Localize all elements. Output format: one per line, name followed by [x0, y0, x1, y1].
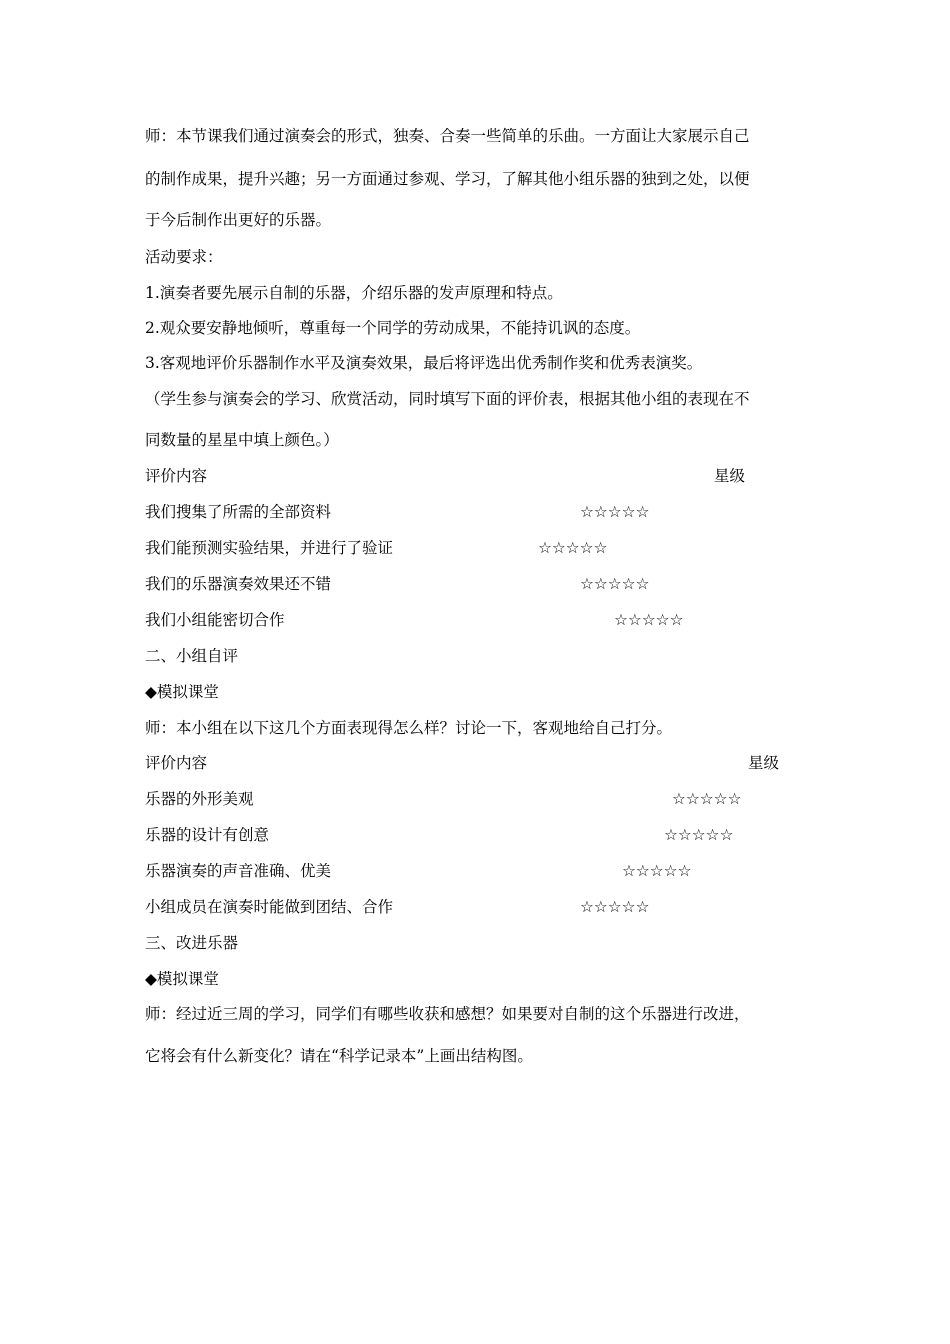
star-rating: ☆☆☆☆☆	[580, 503, 650, 521]
table1-row-label: 我们搜集了所需的全部资料	[145, 503, 332, 521]
table2-row-label: 小组成员在演奏时能做到团结、合作	[145, 898, 394, 916]
star-rating: ☆☆☆☆☆	[580, 575, 650, 593]
intro-line-1: 师：本节课我们通过演奏会的形式，独奏、合奏一些简单的乐曲。一方面让大家展示自己	[145, 127, 750, 145]
table2-row-label: 乐器演奏的声音准确、优美	[145, 862, 332, 880]
requirement-item-3: 3.客观地评价乐器制作水平及演奏效果，最后将评选出优秀制作奖和优秀表演奖。	[145, 354, 703, 372]
star-rating: ☆☆☆☆☆	[622, 862, 692, 880]
table1-row-label: 我们的乐器演奏效果还不错	[145, 575, 332, 593]
star-rating: ☆☆☆☆☆	[664, 826, 734, 844]
table1-row-label: 我们能预测实验结果，并进行了验证	[145, 539, 394, 557]
requirements-title: 活动要求：	[145, 248, 223, 266]
table1-header-content: 评价内容	[145, 467, 208, 485]
section3-subheading: ◆模拟课堂	[145, 970, 219, 988]
section2-subheading: ◆模拟课堂	[145, 683, 219, 701]
intro-line-2: 的制作成果，提升兴趣；另一方面通过参观、学习，了解其他小组乐器的独到之处，以便	[145, 170, 750, 188]
note-line-2: 同数量的星星中填上颜色。）	[145, 431, 339, 449]
section3-line-1: 师：经过近三周的学习，同学们有哪些收获和感想？如果要对自制的这个乐器进行改进，	[145, 1005, 750, 1023]
table2-row-label: 乐器的设计有创意	[145, 826, 270, 844]
section2-teacher-line: 师：本小组在以下这几个方面表现得怎么样？讨论一下，客观地给自己打分。	[145, 719, 673, 737]
requirement-item-1: 1.演奏者要先展示自制的乐器，介绍乐器的发声原理和特点。	[145, 284, 563, 302]
table1-row-label: 我们小组能密切合作	[145, 611, 285, 629]
table2-header-content: 评价内容	[145, 754, 208, 772]
note-line-1: （学生参与演奏会的学习、欣赏活动，同时填写下面的评价表，根据其他小组的表现在不	[145, 390, 750, 408]
requirement-item-2: 2.观众要安静地倾听，尊重每一个同学的劳动成果，不能持讥讽的态度。	[145, 319, 641, 337]
star-rating: ☆☆☆☆☆	[580, 898, 650, 916]
star-rating: ☆☆☆☆☆	[614, 611, 684, 629]
table2-header-rating: 星级	[748, 754, 780, 772]
star-rating: ☆☆☆☆☆	[538, 539, 608, 557]
table2-row-label: 乐器的外形美观	[145, 790, 254, 808]
section3-line-2: 它将会有什么新变化？请在“科学记录本”上画出结构图。	[145, 1047, 533, 1065]
intro-line-3: 于今后制作出更好的乐器。	[145, 211, 332, 229]
table1-header-rating: 星级	[714, 467, 746, 485]
section3-heading: 三、改进乐器	[145, 934, 239, 952]
section2-heading: 二、小组自评	[145, 647, 239, 665]
star-rating: ☆☆☆☆☆	[672, 790, 742, 808]
